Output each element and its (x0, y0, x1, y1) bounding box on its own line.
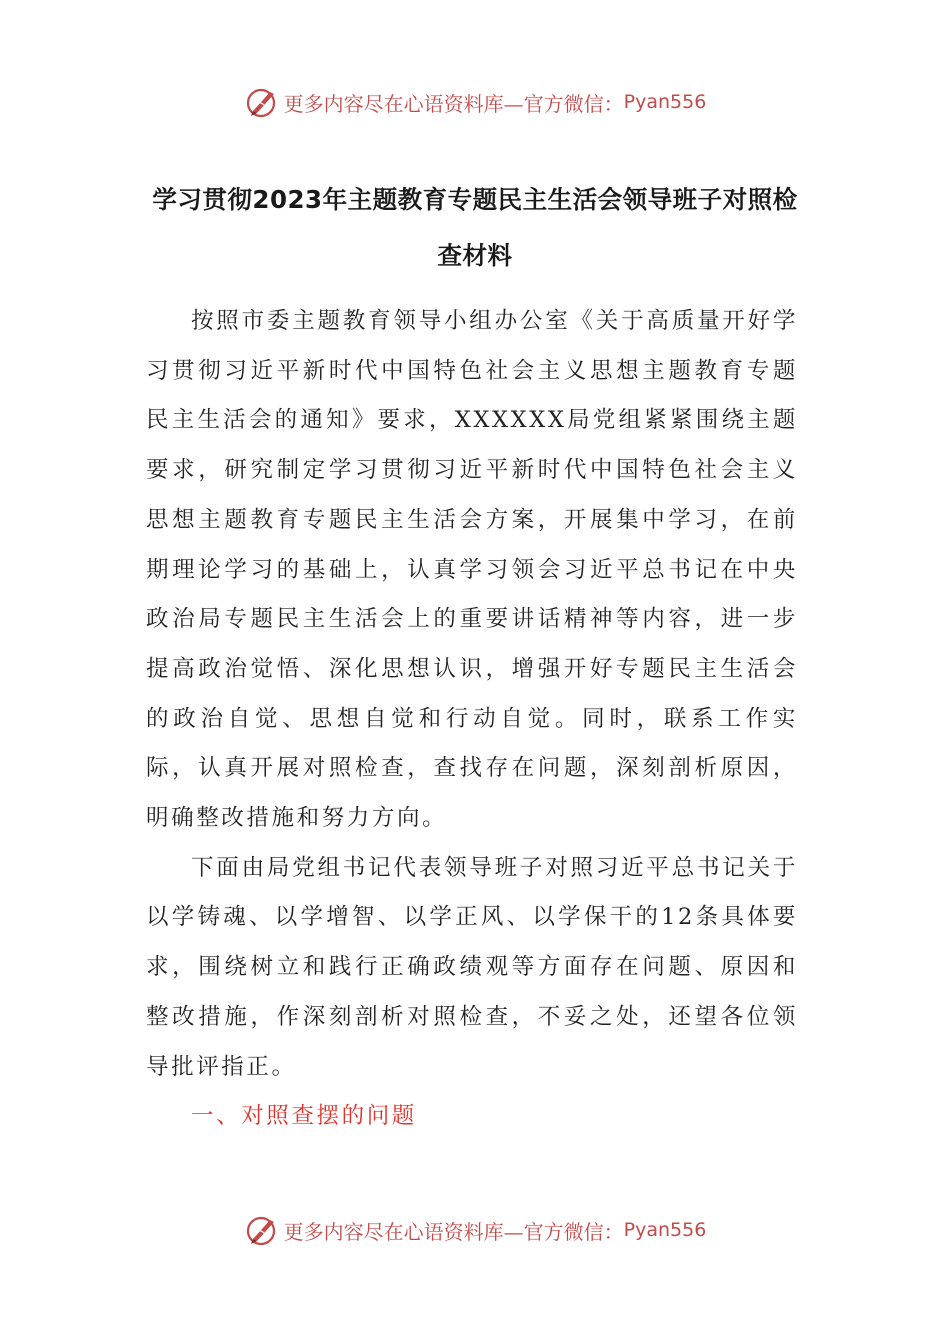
watermark-header (0, 82, 950, 122)
watermark-text: 更多内容尽在心语资料库—官方微信： (283, 91, 624, 116)
section-heading: 一、对照查摆的问题 (191, 1103, 417, 1130)
pen-circle-icon (244, 84, 280, 120)
document-body (146, 297, 798, 1142)
watermark-wechat-id: Pyan556 (623, 1219, 707, 1241)
document-title: 学习贯彻2023年主题教育专题民主生活会领导班子对照检查材料 (152, 185, 798, 270)
watermark-wechat-id: Pyan556 (623, 91, 707, 113)
paragraph-1: 按照市委主题教育领导小组办公室《关于高质量开好学习贯彻习近平新时代中国特色社会主义思想主题教育专题民主生活会的通知》要求，XXXXXX局党组紧紧围绕主题要求，研究制定学习贯彻习近平新时代中国特色社会主义思想主题教育专题民主生活会方案，开展集中学习，在前期理论学习的基础上，认真学习领会习近平总书记在中央政治局专题民主生活会上的重要讲话精神等内容，进一步提高政治觉悟、深化思想认识，增强开好专题民主生活会的政治自觉、思想自觉和行动自觉。同时，联系工作实际，认真开展对照检查，查找存在问题，深刻剖析原因，明确整改措施和努力方向。 (146, 308, 798, 832)
watermark-text: 更多内容尽在心语资料库—官方微信： (283, 1219, 624, 1244)
pen-circle-icon (244, 1212, 280, 1248)
paragraph-2: 下面由局党组书记代表领导班子对照习近平总书记关于以学铸魂、以学增智、以学正风、以学保干的12条具体要求，围绕树立和践行正确政绩观等方面存在问题、原因和整改措施，作深刻剖析对照检查，不妥之处，还望各位领导批评指正。 (146, 854, 798, 1080)
watermark-footer (0, 1210, 950, 1250)
